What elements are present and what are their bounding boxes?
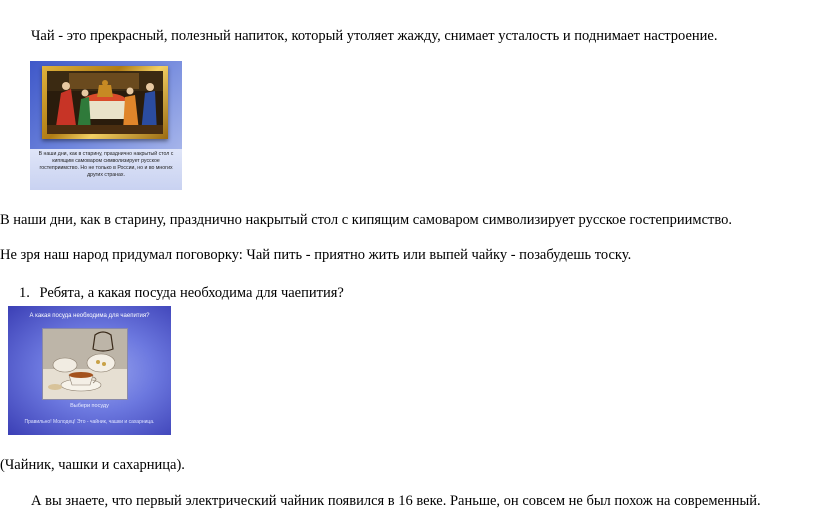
list-item (19, 284, 344, 302)
tea-party-painting (47, 71, 163, 134)
paragraph-hospitality: В наши дни, как в старину, празднично накрытый стол с кипящим самоваром символизирует русское гостеприимство. (0, 212, 732, 228)
list-question: Ребята, а какая посуда необходима для чаепития? (39, 285, 344, 301)
paragraph-proverb: Не зря наш народ придумал поговорку: Чай пить - приятно жить или выпей чайку - позабудешь тоску. (0, 247, 632, 263)
slide-title: А какая посуда необходима для чаепития? (29, 313, 150, 319)
slide-subtitle: Выбери посуду (70, 403, 109, 409)
list-number: 1. (19, 285, 30, 301)
slide-caption: В наши дни, как в старину, празднично накрытый стол с кипящим самоваром символизирует русское гостеприимство. Но не только в России, но и во многих других странах. (30, 149, 182, 190)
slide-hint: Правильно! Молодец! Это - чайник, чашки и сахарница. (24, 419, 155, 425)
slide-image-tea-party (30, 61, 182, 190)
slide-image-tableware (8, 306, 171, 435)
paragraph-kettle: А вы знаете, что первый электрический чайник появился в 16 веке. Раньше, он совсем не был похож на современный. (31, 493, 761, 509)
gold-frame (42, 66, 168, 139)
paragraph-intro: Чай - это прекрасный, полезный напиток, который утоляет жажду, снимает усталость и поднимает настроение. (31, 28, 718, 44)
tableware-photo (42, 328, 128, 400)
paragraph-answer: (Чайник, чашки и сахарница). (0, 457, 185, 473)
